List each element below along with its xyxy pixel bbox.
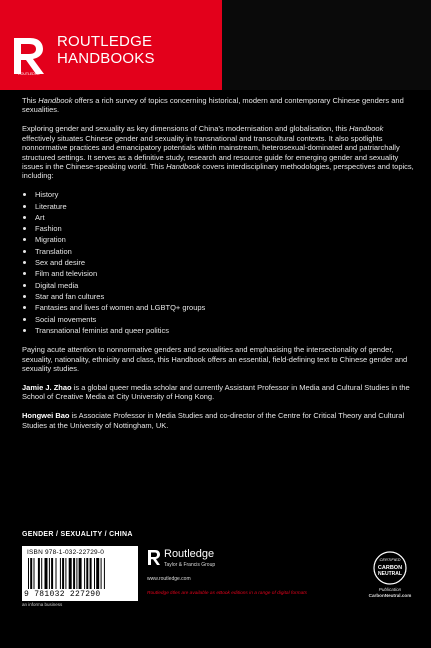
list-item: Translation (22, 246, 414, 257)
series-title (57, 33, 155, 67)
summary-paragraph: Paying acute attention to nonnormative genders and sexualities and emphasising the intersectionality of gender, sexuality, nationality, ethnicity and class, this Handbook offers an essential, field-defining text to Chinese gender and sexuality studies. (22, 345, 408, 373)
barcode-icon (28, 558, 132, 589)
list-item: Fashion (22, 223, 414, 234)
carbon-website-label: CarbonNeutral.com (368, 593, 412, 598)
list-item: Sex and desire (22, 257, 414, 268)
routledge-r-icon (147, 549, 161, 566)
subject-categories: GENDER / SEXUALITY / CHINA (22, 531, 133, 538)
barcode-digits: 9 781032 227290 (24, 590, 101, 599)
author-bio-zhao: Jamie J. Zhao is a global queer media scholar and currently Assistant Professor in Media and Cultural Studies in the School of Creative Media at City University of Hong Kong. (22, 382, 410, 402)
list-item: Film and television (22, 268, 414, 279)
publisher-group: Taylor & Francis Group (164, 562, 216, 568)
isbn-label: ISBN 978-1-032-22729-0 (27, 549, 105, 556)
carbon-neutral-badge-icon (372, 550, 408, 586)
svg-text:CARBON: CARBON (377, 565, 403, 571)
svg-text:ROUTLEDGE: ROUTLEDGE (18, 72, 40, 76)
informa-tagline: an informa business (22, 602, 63, 607)
series-title-line1: ROUTLEDGE (57, 33, 153, 50)
isbn-barcode (22, 546, 138, 601)
carbon-publication-label: Publication (378, 587, 402, 592)
routledge-logo-icon (10, 34, 48, 76)
list-item: Star and fan cultures (22, 291, 414, 302)
list-item: Literature (22, 201, 414, 212)
svg-text:NEUTRAL: NEUTRAL (378, 571, 402, 577)
intro-paragraph: This Handbook offers a rich survey of topics concerning historical, modern and contemporary Chinese genders and sexualities. (22, 96, 404, 115)
list-item: Digital media (22, 280, 414, 291)
routledge-handbooks-banner (0, 0, 222, 90)
cover-top-band (0, 0, 431, 90)
publisher-website: www.routledge.com (147, 576, 191, 582)
topics-list (22, 189, 414, 336)
list-item: Migration (22, 234, 414, 245)
list-item: Social movements (22, 314, 414, 325)
description-paragraph: Exploring gender and sexuality as key dimensions of China’s modernisation and globalisation, this Handbook effectively situates Chinese gender and sexuality in transnational and transcultural contexts. It also spotlights nonnormative practices and emancipatory potentials within mainstream, heterosexual-dominated and patriarchally structured settings. It serves as a definitive study, research and resource guide for emerging gender and sexuality issues in the Chinese-speaking world. This Handbook covers interdisciplinary methodologies, perspectives and topics, including: (22, 124, 414, 181)
author-bio-bao: Hongwei Bao is Associate Professor in Media Studies and co-director of the Centre for Critical Theory and Cultural Studies at the University of Nottingham, UK. (22, 411, 405, 430)
list-item: Transnational feminist and queer politics (22, 325, 414, 336)
back-cover-text (22, 96, 414, 439)
list-item: Art (22, 212, 414, 223)
series-title-line2: HANDBOOKS (57, 50, 155, 67)
list-item: Fantasies and lives of women and LGBTQ+ groups (22, 302, 414, 313)
publisher-name: Routledge (164, 548, 215, 560)
list-item: History (22, 189, 414, 200)
svg-text:CERTIFIED: CERTIFIED (379, 557, 401, 562)
ebook-notice: Routledge titles are available as eBook editions in a range of digital formats (147, 591, 307, 596)
